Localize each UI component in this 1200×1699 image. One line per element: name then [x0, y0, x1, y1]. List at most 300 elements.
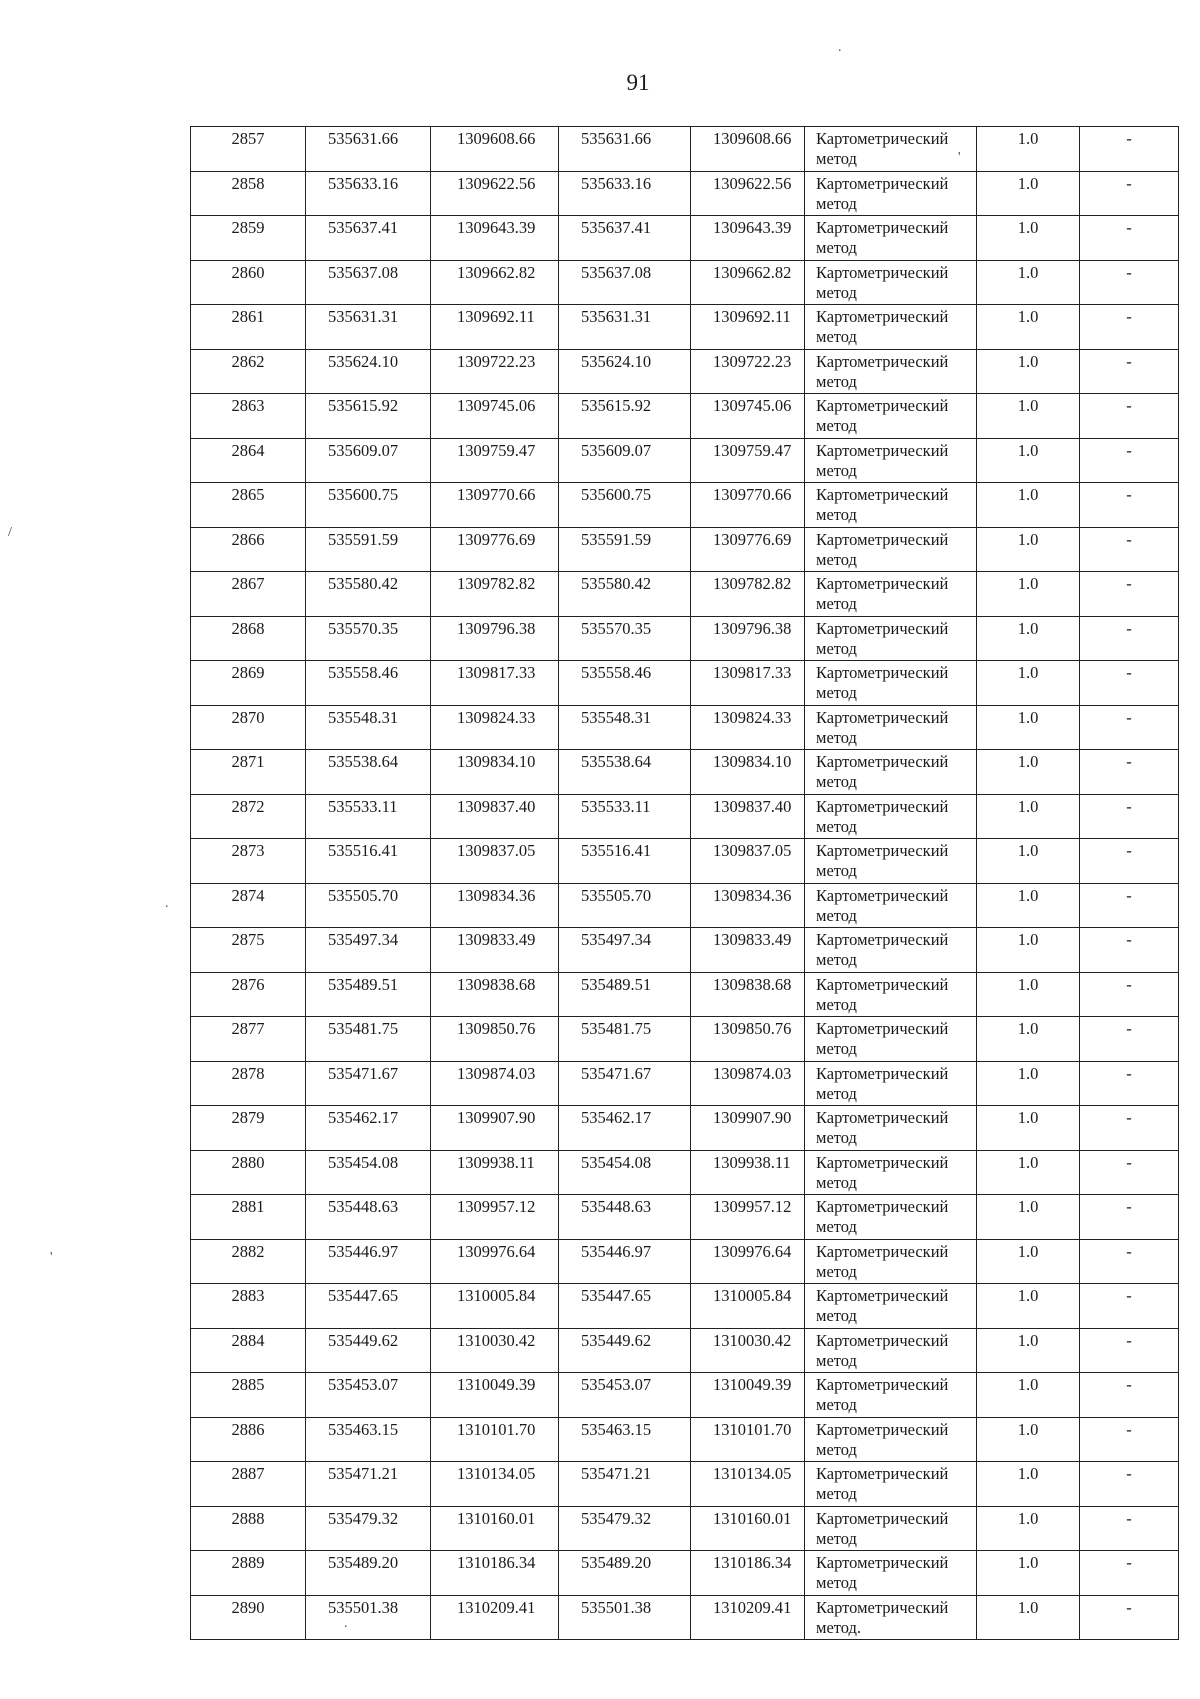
cell-accuracy: 1.0 [977, 171, 1080, 216]
cell-accuracy: 1.0 [977, 839, 1080, 884]
cell-y-old: 1309770.66 [431, 483, 559, 528]
cell-y-old: 1309837.40 [431, 794, 559, 839]
cell-point-number: 2862 [191, 349, 306, 394]
cell-note: - [1080, 661, 1179, 706]
cell-y-old: 1310209.41 [431, 1595, 559, 1640]
cell-y-old: 1309796.38 [431, 616, 559, 661]
cell-x-new: 535505.70 [559, 883, 691, 928]
table-row [191, 1061, 1179, 1106]
table-row [191, 616, 1179, 661]
cell-point-number: 2883 [191, 1284, 306, 1329]
cell-y-new: 1310134.05 [691, 1462, 805, 1507]
cell-method: Картометрический метод [805, 438, 977, 483]
cell-x-old: 535558.46 [306, 661, 431, 706]
cell-method: Картометрический метод [805, 1328, 977, 1373]
cell-y-new: 1309834.36 [691, 883, 805, 928]
cell-note: - [1080, 171, 1179, 216]
table-row [191, 839, 1179, 884]
coordinates-table [190, 126, 1179, 1640]
cell-method: Картометрический метод [805, 1195, 977, 1240]
cell-note: - [1080, 1506, 1179, 1551]
table-row [191, 1150, 1179, 1195]
table-row [191, 1506, 1179, 1551]
cell-note: - [1080, 572, 1179, 617]
cell-x-new: 535580.42 [559, 572, 691, 617]
table-row [191, 1106, 1179, 1151]
cell-method: Картометрический метод [805, 705, 977, 750]
cell-method: Картометрический метод [805, 883, 977, 928]
cell-y-new: 1309824.33 [691, 705, 805, 750]
cell-y-old: 1310160.01 [431, 1506, 559, 1551]
cell-note: - [1080, 260, 1179, 305]
cell-y-old: 1310049.39 [431, 1373, 559, 1418]
cell-x-new: 535471.21 [559, 1462, 691, 1507]
cell-x-old: 535570.35 [306, 616, 431, 661]
cell-point-number: 2885 [191, 1373, 306, 1418]
cell-x-new: 535631.66 [559, 127, 691, 172]
table-row [191, 127, 1179, 172]
cell-accuracy: 1.0 [977, 928, 1080, 973]
cell-accuracy: 1.0 [977, 1417, 1080, 1462]
cell-x-old: 535633.16 [306, 171, 431, 216]
table-row [191, 883, 1179, 928]
cell-method: Картометрический метод [805, 260, 977, 305]
cell-point-number: 2859 [191, 216, 306, 261]
cell-note: - [1080, 972, 1179, 1017]
table-row [191, 572, 1179, 617]
cell-method: Картометрический метод [805, 616, 977, 661]
cell-method: Картометрический метод. [805, 1595, 977, 1640]
table-row [191, 1551, 1179, 1596]
cell-point-number: 2875 [191, 928, 306, 973]
cell-accuracy: 1.0 [977, 794, 1080, 839]
table-row [191, 394, 1179, 439]
cell-x-new: 535637.41 [559, 216, 691, 261]
cell-y-new: 1309770.66 [691, 483, 805, 528]
cell-accuracy: 1.0 [977, 1195, 1080, 1240]
cell-x-old: 535548.31 [306, 705, 431, 750]
cell-x-new: 535501.38 [559, 1595, 691, 1640]
cell-accuracy: 1.0 [977, 661, 1080, 706]
cell-x-new: 535600.75 [559, 483, 691, 528]
cell-y-old: 1309608.66 [431, 127, 559, 172]
cell-y-new: 1309759.47 [691, 438, 805, 483]
cell-note: - [1080, 1284, 1179, 1329]
scan-speck: . [344, 1616, 348, 1631]
cell-y-old: 1309938.11 [431, 1150, 559, 1195]
cell-method: Картометрический метод [805, 216, 977, 261]
cell-method: Картометрический метод [805, 1506, 977, 1551]
cell-method: Картометрический метод [805, 483, 977, 528]
cell-x-old: 535615.92 [306, 394, 431, 439]
page-number: 91 [626, 70, 650, 95]
cell-x-old: 535448.63 [306, 1195, 431, 1240]
cell-note: - [1080, 1551, 1179, 1596]
cell-y-new: 1309837.05 [691, 839, 805, 884]
cell-x-new: 535463.15 [559, 1417, 691, 1462]
cell-point-number: 2886 [191, 1417, 306, 1462]
cell-x-new: 535609.07 [559, 438, 691, 483]
cell-accuracy: 1.0 [977, 1595, 1080, 1640]
cell-method: Картометрический метод [805, 839, 977, 884]
table-row [191, 972, 1179, 1017]
scan-speck: . [838, 40, 842, 55]
cell-x-new: 535448.63 [559, 1195, 691, 1240]
cell-note: - [1080, 305, 1179, 350]
cell-note: - [1080, 1195, 1179, 1240]
cell-x-new: 535497.34 [559, 928, 691, 973]
cell-x-old: 535471.67 [306, 1061, 431, 1106]
cell-point-number: 2860 [191, 260, 306, 305]
cell-y-new: 1309837.40 [691, 794, 805, 839]
cell-y-old: 1309907.90 [431, 1106, 559, 1151]
cell-accuracy: 1.0 [977, 616, 1080, 661]
table-row [191, 794, 1179, 839]
cell-y-new: 1310160.01 [691, 1506, 805, 1551]
cell-point-number: 2884 [191, 1328, 306, 1373]
cell-x-new: 535615.92 [559, 394, 691, 439]
cell-x-old: 535501.38 [306, 1595, 431, 1640]
cell-x-new: 535489.51 [559, 972, 691, 1017]
cell-note: - [1080, 883, 1179, 928]
cell-y-new: 1309907.90 [691, 1106, 805, 1151]
cell-y-old: 1309957.12 [431, 1195, 559, 1240]
cell-y-old: 1309850.76 [431, 1017, 559, 1062]
cell-note: - [1080, 794, 1179, 839]
cell-point-number: 2882 [191, 1239, 306, 1284]
cell-x-new: 535489.20 [559, 1551, 691, 1596]
cell-note: - [1080, 216, 1179, 261]
cell-y-new: 1310005.84 [691, 1284, 805, 1329]
cell-method: Картометрический метод [805, 794, 977, 839]
cell-x-old: 535505.70 [306, 883, 431, 928]
cell-accuracy: 1.0 [977, 1061, 1080, 1106]
table-row [191, 928, 1179, 973]
cell-y-new: 1309874.03 [691, 1061, 805, 1106]
cell-accuracy: 1.0 [977, 1551, 1080, 1596]
scan-speck: / [8, 525, 12, 540]
cell-x-new: 535454.08 [559, 1150, 691, 1195]
cell-x-new: 535481.75 [559, 1017, 691, 1062]
cell-point-number: 2863 [191, 394, 306, 439]
table-row [191, 1328, 1179, 1373]
cell-accuracy: 1.0 [977, 216, 1080, 261]
cell-method: Картометрический метод [805, 305, 977, 350]
cell-x-old: 535463.15 [306, 1417, 431, 1462]
cell-y-old: 1309838.68 [431, 972, 559, 1017]
cell-accuracy: 1.0 [977, 527, 1080, 572]
cell-x-new: 535479.32 [559, 1506, 691, 1551]
cell-x-old: 535454.08 [306, 1150, 431, 1195]
cell-x-old: 535479.32 [306, 1506, 431, 1551]
table-row [191, 305, 1179, 350]
table-row [191, 438, 1179, 483]
cell-method: Картометрический метод [805, 1462, 977, 1507]
cell-point-number: 2871 [191, 750, 306, 795]
cell-x-old: 535637.08 [306, 260, 431, 305]
cell-y-new: 1309608.66 [691, 127, 805, 172]
cell-y-new: 1309833.49 [691, 928, 805, 973]
table-row [191, 1373, 1179, 1418]
cell-x-old: 535447.65 [306, 1284, 431, 1329]
table-row [191, 527, 1179, 572]
cell-note: - [1080, 1417, 1179, 1462]
cell-accuracy: 1.0 [977, 1373, 1080, 1418]
cell-point-number: 2880 [191, 1150, 306, 1195]
cell-x-new: 535591.59 [559, 527, 691, 572]
cell-x-old: 535449.62 [306, 1328, 431, 1373]
cell-note: - [1080, 1106, 1179, 1151]
cell-note: - [1080, 705, 1179, 750]
cell-y-old: 1309817.33 [431, 661, 559, 706]
table-row [191, 260, 1179, 305]
cell-x-old: 535631.31 [306, 305, 431, 350]
cell-point-number: 2889 [191, 1551, 306, 1596]
cell-method: Картометрический метод [805, 1106, 977, 1151]
cell-accuracy: 1.0 [977, 1328, 1080, 1373]
cell-note: - [1080, 1373, 1179, 1418]
table-row [191, 349, 1179, 394]
cell-point-number: 2865 [191, 483, 306, 528]
cell-method: Картометрический метод [805, 1417, 977, 1462]
cell-y-new: 1309976.64 [691, 1239, 805, 1284]
cell-point-number: 2881 [191, 1195, 306, 1240]
cell-y-new: 1309745.06 [691, 394, 805, 439]
cell-note: - [1080, 394, 1179, 439]
cell-x-old: 535533.11 [306, 794, 431, 839]
cell-point-number: 2869 [191, 661, 306, 706]
cell-x-old: 535489.20 [306, 1551, 431, 1596]
cell-y-new: 1309722.23 [691, 349, 805, 394]
cell-accuracy: 1.0 [977, 305, 1080, 350]
table-row [191, 1239, 1179, 1284]
cell-y-old: 1309782.82 [431, 572, 559, 617]
cell-accuracy: 1.0 [977, 572, 1080, 617]
cell-accuracy: 1.0 [977, 260, 1080, 305]
cell-y-new: 1310030.42 [691, 1328, 805, 1373]
table-row [191, 1462, 1179, 1507]
table-row [191, 1017, 1179, 1062]
cell-method: Картометрический метод [805, 928, 977, 973]
cell-x-new: 535538.64 [559, 750, 691, 795]
cell-x-new: 535548.31 [559, 705, 691, 750]
cell-method: Картометрический метод [805, 171, 977, 216]
cell-y-new: 1309796.38 [691, 616, 805, 661]
cell-accuracy: 1.0 [977, 1284, 1080, 1329]
cell-y-old: 1309824.33 [431, 705, 559, 750]
cell-x-new: 535558.46 [559, 661, 691, 706]
cell-note: - [1080, 928, 1179, 973]
cell-note: - [1080, 1150, 1179, 1195]
table-row [191, 1284, 1179, 1329]
cell-method: Картометрический метод [805, 1061, 977, 1106]
cell-method: Картометрический метод [805, 1239, 977, 1284]
cell-y-new: 1309938.11 [691, 1150, 805, 1195]
cell-note: - [1080, 1595, 1179, 1640]
cell-y-new: 1309776.69 [691, 527, 805, 572]
cell-note: - [1080, 839, 1179, 884]
cell-method: Картометрический метод [805, 394, 977, 439]
cell-x-new: 535447.65 [559, 1284, 691, 1329]
cell-note: - [1080, 1017, 1179, 1062]
cell-method: Картометрический метод [805, 1150, 977, 1195]
cell-point-number: 2877 [191, 1017, 306, 1062]
cell-accuracy: 1.0 [977, 483, 1080, 528]
cell-x-old: 535591.59 [306, 527, 431, 572]
cell-point-number: 2861 [191, 305, 306, 350]
cell-note: - [1080, 1462, 1179, 1507]
cell-x-new: 535633.16 [559, 171, 691, 216]
table-row [191, 1595, 1179, 1640]
cell-method: Картометрический метод [805, 1373, 977, 1418]
cell-note: - [1080, 127, 1179, 172]
cell-x-old: 535631.66 [306, 127, 431, 172]
cell-y-old: 1310030.42 [431, 1328, 559, 1373]
cell-accuracy: 1.0 [977, 1506, 1080, 1551]
cell-point-number: 2888 [191, 1506, 306, 1551]
cell-method: Картометрический метод [805, 972, 977, 1017]
cell-note: - [1080, 349, 1179, 394]
cell-method: Картометрический метод [805, 127, 977, 172]
cell-point-number: 2858 [191, 171, 306, 216]
cell-y-new: 1309692.11 [691, 305, 805, 350]
scan-speck: . [165, 896, 169, 911]
cell-point-number: 2879 [191, 1106, 306, 1151]
cell-y-new: 1310049.39 [691, 1373, 805, 1418]
cell-accuracy: 1.0 [977, 883, 1080, 928]
cell-accuracy: 1.0 [977, 750, 1080, 795]
cell-point-number: 2867 [191, 572, 306, 617]
cell-x-old: 535600.75 [306, 483, 431, 528]
cell-y-new: 1309957.12 [691, 1195, 805, 1240]
cell-y-old: 1309722.23 [431, 349, 559, 394]
cell-x-old: 535609.07 [306, 438, 431, 483]
cell-x-new: 535516.41 [559, 839, 691, 884]
cell-point-number: 2874 [191, 883, 306, 928]
cell-y-old: 1309833.49 [431, 928, 559, 973]
cell-y-old: 1310005.84 [431, 1284, 559, 1329]
cell-y-old: 1309692.11 [431, 305, 559, 350]
cell-method: Картометрический метод [805, 349, 977, 394]
scan-speck: ' [50, 1250, 53, 1265]
table-row [191, 483, 1179, 528]
cell-x-old: 535453.07 [306, 1373, 431, 1418]
cell-y-old: 1309745.06 [431, 394, 559, 439]
cell-method: Картометрический метод [805, 527, 977, 572]
cell-accuracy: 1.0 [977, 1106, 1080, 1151]
cell-point-number: 2864 [191, 438, 306, 483]
cell-y-old: 1309759.47 [431, 438, 559, 483]
cell-x-new: 535533.11 [559, 794, 691, 839]
cell-y-new: 1309782.82 [691, 572, 805, 617]
cell-point-number: 2868 [191, 616, 306, 661]
cell-y-new: 1309838.68 [691, 972, 805, 1017]
cell-y-old: 1309837.05 [431, 839, 559, 884]
cell-y-old: 1309834.36 [431, 883, 559, 928]
cell-y-new: 1310101.70 [691, 1417, 805, 1462]
cell-accuracy: 1.0 [977, 349, 1080, 394]
cell-accuracy: 1.0 [977, 972, 1080, 1017]
cell-note: - [1080, 1328, 1179, 1373]
cell-accuracy: 1.0 [977, 394, 1080, 439]
cell-accuracy: 1.0 [977, 1017, 1080, 1062]
cell-y-old: 1310134.05 [431, 1462, 559, 1507]
cell-y-new: 1309643.39 [691, 216, 805, 261]
cell-point-number: 2873 [191, 839, 306, 884]
cell-method: Картометрический метод [805, 1017, 977, 1062]
table-row [191, 171, 1179, 216]
table-row [191, 750, 1179, 795]
cell-method: Картометрический метод [805, 750, 977, 795]
cell-x-old: 535489.51 [306, 972, 431, 1017]
cell-point-number: 2872 [191, 794, 306, 839]
cell-y-old: 1309776.69 [431, 527, 559, 572]
cell-method: Картометрический метод [805, 572, 977, 617]
cell-x-new: 535453.07 [559, 1373, 691, 1418]
cell-x-new: 535570.35 [559, 616, 691, 661]
cell-accuracy: 1.0 [977, 438, 1080, 483]
cell-point-number: 2890 [191, 1595, 306, 1640]
cell-x-new: 535637.08 [559, 260, 691, 305]
cell-accuracy: 1.0 [977, 1462, 1080, 1507]
cell-note: - [1080, 483, 1179, 528]
cell-y-new: 1309622.56 [691, 171, 805, 216]
cell-y-old: 1309662.82 [431, 260, 559, 305]
cell-x-old: 535462.17 [306, 1106, 431, 1151]
table-row [191, 1417, 1179, 1462]
cell-point-number: 2878 [191, 1061, 306, 1106]
cell-y-old: 1310101.70 [431, 1417, 559, 1462]
cell-y-old: 1309976.64 [431, 1239, 559, 1284]
table-body [191, 127, 1179, 1640]
cell-y-old: 1309622.56 [431, 171, 559, 216]
cell-y-new: 1309834.10 [691, 750, 805, 795]
cell-y-old: 1309643.39 [431, 216, 559, 261]
cell-y-new: 1309850.76 [691, 1017, 805, 1062]
cell-y-old: 1309874.03 [431, 1061, 559, 1106]
cell-point-number: 2876 [191, 972, 306, 1017]
cell-x-old: 535624.10 [306, 349, 431, 394]
cell-x-new: 535624.10 [559, 349, 691, 394]
cell-y-new: 1309662.82 [691, 260, 805, 305]
table-row [191, 1195, 1179, 1240]
cell-method: Картометрический метод [805, 1284, 977, 1329]
cell-note: - [1080, 1061, 1179, 1106]
cell-accuracy: 1.0 [977, 705, 1080, 750]
cell-x-new: 535471.67 [559, 1061, 691, 1106]
cell-x-new: 535449.62 [559, 1328, 691, 1373]
scan-speck: ' [958, 150, 961, 165]
cell-y-new: 1310209.41 [691, 1595, 805, 1640]
cell-point-number: 2887 [191, 1462, 306, 1507]
cell-x-old: 535516.41 [306, 839, 431, 884]
cell-accuracy: 1.0 [977, 1239, 1080, 1284]
cell-note: - [1080, 527, 1179, 572]
cell-y-new: 1310186.34 [691, 1551, 805, 1596]
cell-point-number: 2870 [191, 705, 306, 750]
cell-x-new: 535631.31 [559, 305, 691, 350]
cell-point-number: 2857 [191, 127, 306, 172]
cell-x-old: 535481.75 [306, 1017, 431, 1062]
cell-x-old: 535538.64 [306, 750, 431, 795]
cell-accuracy: 1.0 [977, 1150, 1080, 1195]
cell-point-number: 2866 [191, 527, 306, 572]
cell-y-new: 1309817.33 [691, 661, 805, 706]
cell-x-old: 535580.42 [306, 572, 431, 617]
cell-note: - [1080, 438, 1179, 483]
cell-y-old: 1310186.34 [431, 1551, 559, 1596]
cell-accuracy: 1.0 [977, 127, 1080, 172]
